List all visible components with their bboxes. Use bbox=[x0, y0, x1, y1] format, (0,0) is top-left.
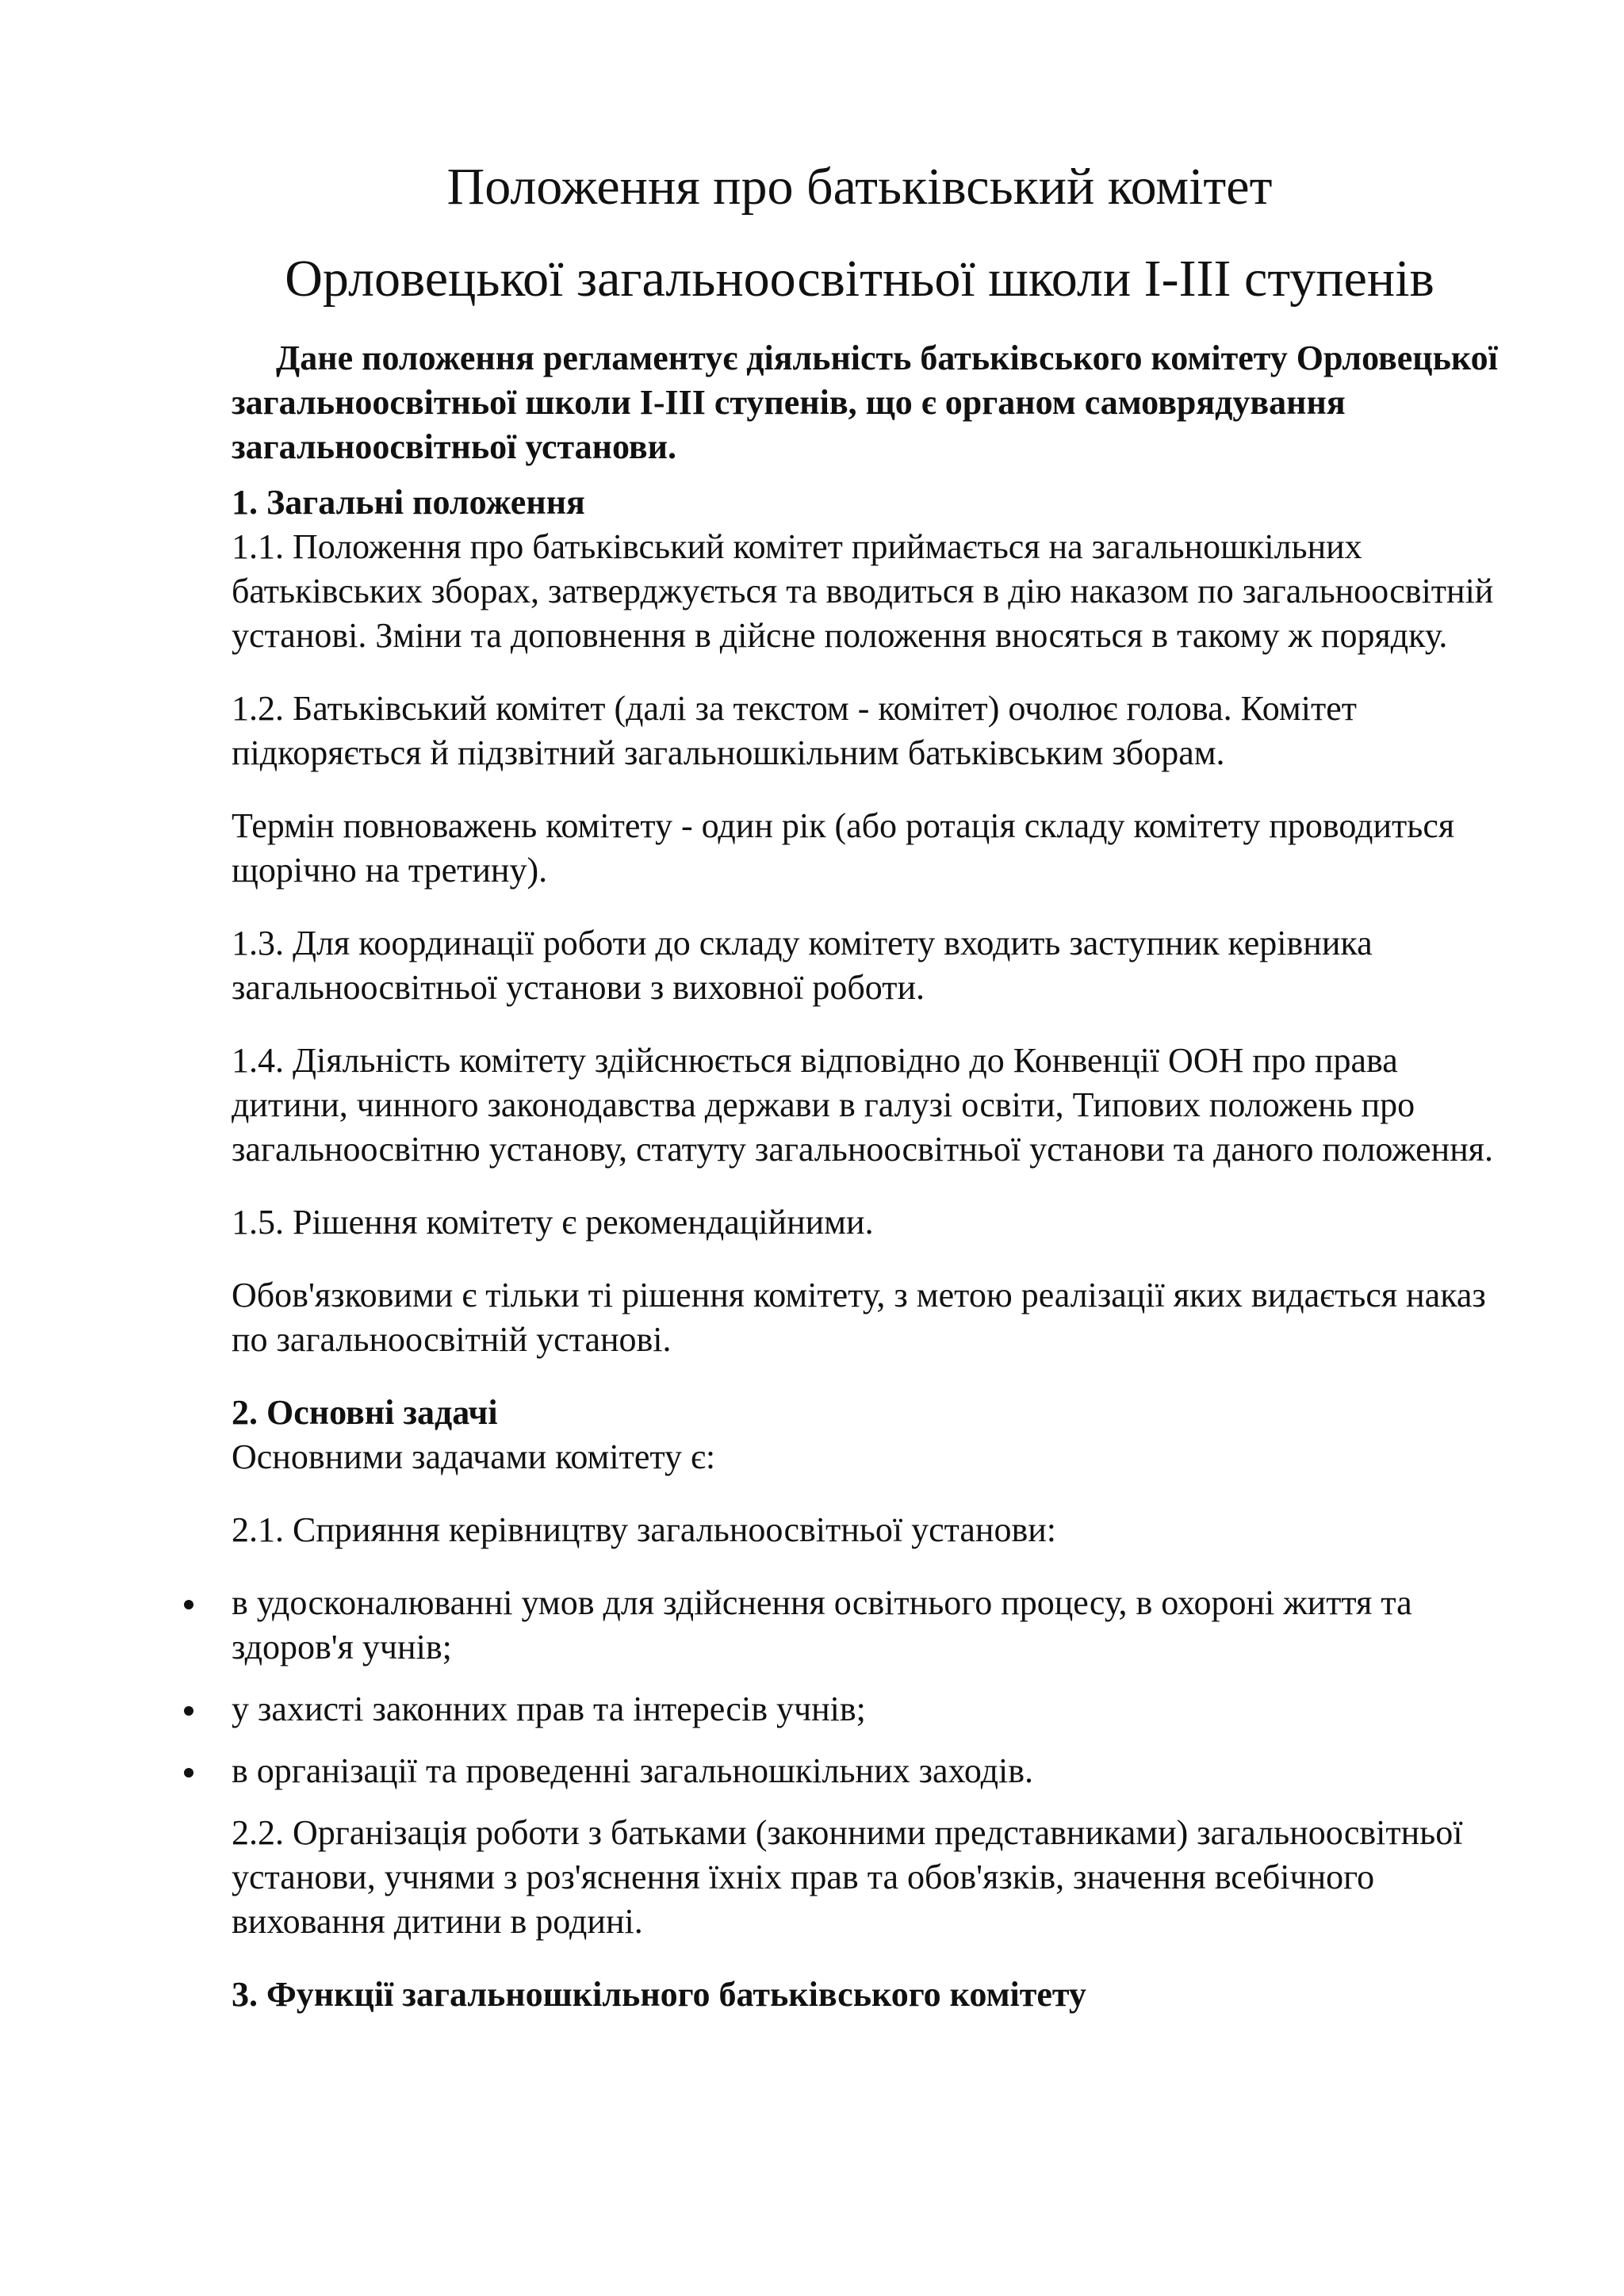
section-1-heading: 1. Загальні положення bbox=[232, 483, 585, 522]
paragraph-1-4: 1.4. Діяльність комітету здійснюється відповідно до Конвенції ООН про права дитини, чинного законодавства держави в галузі освіти, Типових положень про загальноосвітню установу, статуту загальноосвітньої установи та даного положення. bbox=[232, 1041, 1493, 1169]
list-item bbox=[232, 1581, 1516, 1670]
section-2-lead: Основними задачами комітету є: bbox=[232, 1437, 716, 1476]
bullet-icon bbox=[184, 1600, 193, 1609]
tasks-bullet-list bbox=[232, 1581, 1516, 1793]
document-title-line2: Орловецької загальноосвітньої школи І-ІІІ ступенів bbox=[285, 250, 1434, 308]
document-title-line1: Положення про батьківський комітет bbox=[446, 158, 1273, 216]
paragraph-2-2: 2.2. Організація роботи з батьками (законними представниками) загальноосвітньої установи, учнями з роз'яснення їхніх прав та обов'язків, значення всебічного виховання дитини в родині. bbox=[232, 1813, 1463, 1941]
paragraph-1-3: 1.3. Для координації роботи до складу комітету входить заступник керівника загальноосвітньої установи з виховної роботи. bbox=[232, 924, 1373, 1007]
list-item-text: у захисті законних прав та інтересів учнів; bbox=[232, 1689, 866, 1728]
list-item bbox=[232, 1749, 1516, 1793]
paragraph-1-5-mandatory: Обов'язковими є тільки ті рішення комітету, з метою реалізації яких видається наказ по загальноосвітній установі. bbox=[232, 1276, 1486, 1359]
list-item-text: в організації та проведенні загальношкільних заходів. bbox=[232, 1751, 1033, 1790]
section-3-heading: 3. Функції загальношкільного батьківського комітету bbox=[232, 1975, 1086, 2014]
list-item bbox=[232, 1687, 1516, 1732]
document-body bbox=[232, 336, 1516, 2017]
paragraph-1-5: 1.5. Рішення комітету є рекомендаційними. bbox=[232, 1203, 874, 1242]
intro-paragraph: Дане положення регламентує діяльність батьківського комітету Орловецької загальноосвітньої школи І-ІІІ ступенів, що є органом самоврядування загальноосвітньої установи. bbox=[232, 339, 1498, 466]
paragraph-1-2: 1.2. Батьківський комітет (далі за текстом - комітет) очолює голова. Комітет підкоряється й підзвітний загальношкільним батьківським зборам. bbox=[232, 689, 1357, 772]
paragraph-1-2-term: Термін повноважень комітету - один рік (або ротація складу комітету проводиться щорічно на третину). bbox=[232, 806, 1455, 890]
list-item-text: в удосконалюванні умов для здійснення освітнього процесу, в охороні життя та здоров'я учнів; bbox=[232, 1583, 1412, 1667]
bullet-icon bbox=[184, 1706, 193, 1716]
bullet-icon bbox=[184, 1768, 193, 1777]
paragraph-1-1: 1.1. Положення про батьківський комітет приймається на загальношкільних батьківських зборах, затверджується та вводиться в дію наказом по загальноосвітній установі. Зміни та доповнення в дійсне положення вносяться в такому ж порядку. bbox=[232, 527, 1494, 655]
paragraph-2-1: 2.1. Сприяння керівництву загальноосвітньої установи: bbox=[232, 1510, 1057, 1549]
section-2-heading: 2. Основні задачі bbox=[232, 1393, 498, 1432]
